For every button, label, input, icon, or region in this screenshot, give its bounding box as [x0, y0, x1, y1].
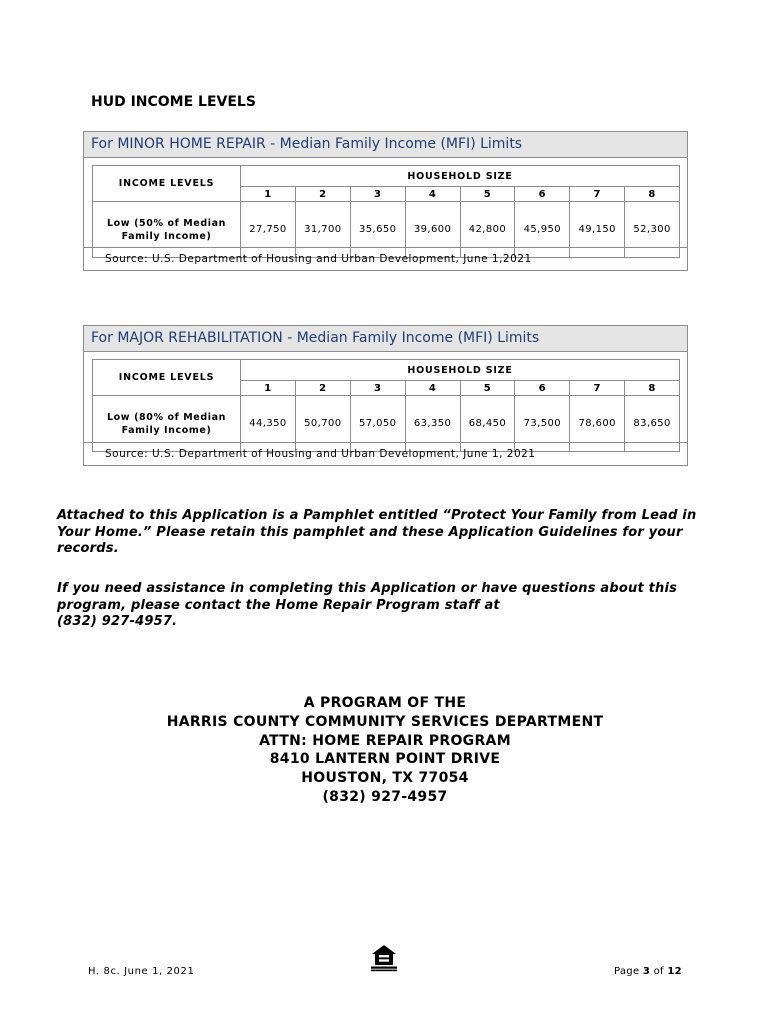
size-5: 5 [460, 187, 515, 202]
major-rehab-panel [83, 325, 688, 466]
row-label-line2: Family Income) [121, 424, 212, 436]
size-3: 3 [350, 187, 405, 202]
size-4: 4 [405, 187, 460, 202]
row-label-line2: Family Income) [121, 230, 212, 242]
value-cell: 63,350 [405, 396, 460, 452]
value-cell: 27,750 [241, 202, 296, 258]
minor-repair-panel [83, 131, 688, 271]
value-cell: 49,150 [570, 202, 625, 258]
value-cell: 68,450 [460, 396, 515, 452]
major-rehab-source: Source: U.S. Department of Housing and Urban Development, June 1, 2021 [105, 448, 536, 460]
size-1: 1 [241, 187, 296, 202]
assistance-notice [57, 581, 717, 631]
value-cell: 57,050 [350, 396, 405, 452]
value-cell: 83,650 [625, 396, 680, 452]
assistance-line-1: If you need assistance in completing this Application or have questions about this [57, 581, 678, 596]
address-line-attn: ATTN: HOME REPAIR PROGRAM [259, 732, 511, 749]
major-rehab-table [92, 359, 680, 452]
page-prefix: Page [614, 966, 643, 977]
row-label-line1: Low (50% of Median [107, 217, 226, 229]
minor-repair-table [92, 165, 680, 258]
size-4: 4 [405, 381, 460, 396]
size-8: 8 [625, 381, 680, 396]
household-size-header: HOUSEHOLD SIZE [241, 166, 680, 187]
size-5: 5 [460, 381, 515, 396]
row-label [93, 202, 241, 258]
size-7: 7 [570, 187, 625, 202]
value-cell: 78,600 [570, 396, 625, 452]
size-6: 6 [515, 187, 570, 202]
page-total: 12 [667, 966, 682, 977]
page-of: of [650, 966, 668, 977]
value-cell: 52,300 [625, 202, 680, 258]
size-3: 3 [350, 381, 405, 396]
size-7: 7 [570, 381, 625, 396]
assistance-line-3: (832) 927-4957. [57, 614, 178, 629]
size-8: 8 [625, 187, 680, 202]
assistance-line-2: program, please contact the Home Repair Program staff at [57, 597, 500, 613]
value-cell: 42,800 [460, 202, 515, 258]
page-number [614, 966, 682, 977]
size-2: 2 [295, 187, 350, 202]
income-levels-header: INCOME LEVELS [93, 360, 241, 396]
value-cell: 44,350 [241, 396, 296, 452]
size-1: 1 [241, 381, 296, 396]
page-heading: HUD INCOME LEVELS [91, 94, 256, 110]
value-cell: 45,950 [515, 202, 570, 258]
address-line-department: HARRIS COUNTY COMMUNITY SERVICES DEPARTMENT [166, 713, 604, 730]
minor-repair-title: For MINOR HOME REPAIR - Median Family Income (MFI) Limits [84, 132, 687, 158]
footer-doc-id: H. 8c. June 1, 2021 [88, 966, 195, 977]
address-block [0, 694, 770, 807]
page-current: 3 [642, 966, 651, 977]
source-divider [84, 442, 687, 443]
size-6: 6 [515, 381, 570, 396]
row-label [93, 396, 241, 452]
address-line-city: HOUSTON, TX 77054 [301, 770, 469, 787]
minor-repair-source: Source: U.S. Department of Housing and Urban Development, June 1,2021 [105, 253, 532, 265]
value-cell: 73,500 [515, 396, 570, 452]
pamphlet-notice: Attached to this Application is a Pamphlet entitled “Protect Your Family from Lead in Your Home.” Please retain this pamphlet and these Application Guidelines for your records. [57, 508, 697, 556]
address-line-program: A PROGRAM OF THE [303, 695, 467, 711]
value-cell: 35,650 [350, 202, 405, 258]
value-cell: 31,700 [295, 202, 350, 258]
source-divider [84, 247, 687, 248]
equal-housing-opportunity-icon [369, 943, 399, 973]
value-cell: 39,600 [405, 202, 460, 258]
size-2: 2 [295, 381, 350, 396]
value-cell: 50,700 [295, 396, 350, 452]
address-line-phone: (832) 927-4957 [322, 788, 448, 805]
row-label-line1: Low (80% of Median [107, 411, 226, 423]
income-levels-header: INCOME LEVELS [93, 166, 241, 202]
household-size-header: HOUSEHOLD SIZE [241, 360, 680, 381]
address-line-street: 8410 LANTERN POINT DRIVE [269, 751, 501, 768]
major-rehab-title: For MAJOR REHABILITATION - Median Family Income (MFI) Limits [84, 326, 687, 352]
